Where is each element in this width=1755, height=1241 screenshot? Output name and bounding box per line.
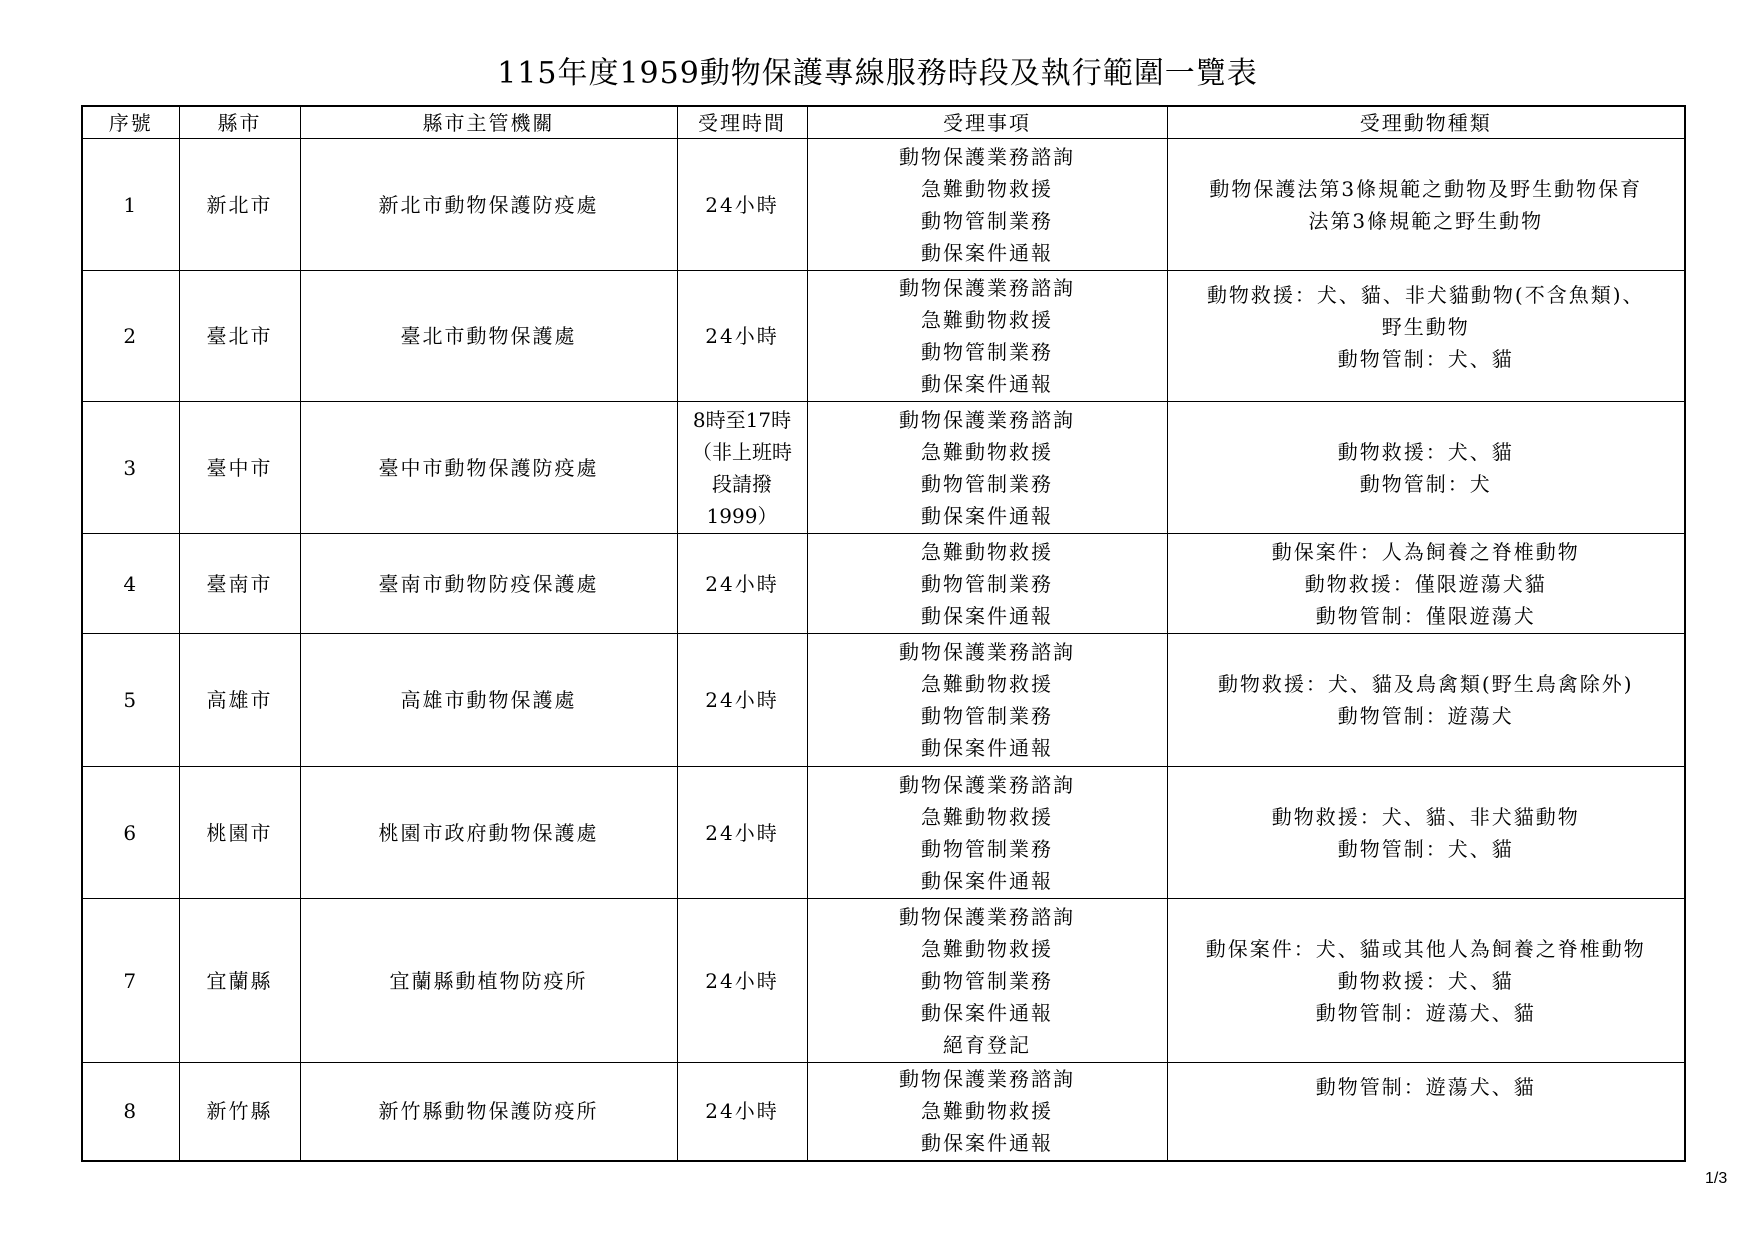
service-table	[81, 105, 1686, 1162]
cell-items-line: 動物保護業務諮詢	[899, 144, 1075, 169]
cell-items-line: 動保案件通報	[921, 1000, 1053, 1025]
cell-animals-line: 動物救援：犬、貓、非犬貓動物(不含魚類)、	[1206, 283, 1645, 307]
cell-items-line: 急難動物救援	[921, 672, 1053, 696]
cell-city: 新北市	[179, 139, 300, 271]
cell-items	[807, 634, 1167, 767]
table-row	[82, 534, 1685, 634]
cell-city: 臺南市	[179, 534, 300, 634]
cell-items-line: 動保案件通報	[921, 736, 1053, 760]
cell-items-line: 動保案件通報	[921, 603, 1053, 628]
cell-items-line: 動物保護業務諮詢	[899, 640, 1075, 664]
cell-hours-line: 24小時	[705, 324, 779, 348]
header-agency: 縣市主管機關	[300, 106, 677, 139]
cell-animals-line: 動保案件：犬、貓或其他人為飼養之脊椎動物	[1205, 936, 1646, 961]
cell-items-line: 動保案件通報	[921, 868, 1053, 893]
cell-city: 臺中市	[179, 402, 300, 534]
cell-hours	[677, 1063, 807, 1161]
cell-animals-line: 動物管制：遊蕩犬、貓	[1315, 1075, 1536, 1099]
cell-hours	[677, 899, 807, 1063]
cell-animals	[1167, 1063, 1685, 1161]
header-no: 序號	[82, 106, 179, 139]
cell-hours-line: （非上班時	[692, 439, 792, 464]
cell-animals-line: 動物救援：犬、貓	[1337, 968, 1514, 993]
cell-items-line: 動物管制業務	[921, 208, 1053, 233]
cell-hours	[677, 534, 807, 634]
page-title: 115年度1959動物保護專線服務時段及執行範圍一覽表	[497, 56, 1258, 91]
cell-hours-line: 段請撥	[712, 471, 772, 496]
cell-agency: 新竹縣動物保護防疫所	[300, 1063, 677, 1161]
cell-animals-line: 動物救援：犬、貓及鳥禽類(野生鳥禽除外)	[1217, 672, 1634, 696]
table-row	[82, 271, 1685, 402]
cell-hours	[677, 767, 807, 899]
cell-animals-line: 動物管制：遊蕩犬	[1337, 704, 1514, 728]
cell-items-line: 急難動物救援	[921, 308, 1053, 332]
cell-agency: 新北市動物保護防疫處	[300, 139, 677, 271]
table-row	[82, 402, 1685, 534]
cell-no: 8	[82, 1063, 179, 1161]
cell-no: 4	[82, 534, 179, 634]
cell-items-line: 動保案件通報	[921, 1131, 1053, 1156]
cell-items-line: 急難動物救援	[921, 539, 1053, 564]
cell-animals-line: 動物救援：僅限遊蕩犬貓	[1304, 571, 1547, 596]
cell-items-line: 急難動物救援	[921, 804, 1053, 829]
cell-animals-line: 動保案件：人為飼養之脊椎動物	[1271, 539, 1580, 564]
page-number: 1/3	[1705, 1170, 1728, 1187]
cell-items-line: 急難動物救援	[921, 1099, 1053, 1124]
cell-animals	[1167, 271, 1685, 402]
cell-items-line: 急難動物救援	[921, 176, 1053, 201]
cell-city: 新竹縣	[179, 1063, 300, 1161]
cell-items-line: 動保案件通報	[921, 372, 1053, 396]
cell-animals-line: 動物救援：犬、貓、非犬貓動物	[1271, 804, 1580, 829]
cell-no: 2	[82, 271, 179, 402]
cell-animals-line: 動物管制：犬、貓	[1337, 347, 1514, 371]
cell-items-line: 動物管制業務	[921, 471, 1053, 496]
cell-items-line: 動保案件通報	[921, 240, 1053, 265]
cell-items	[807, 767, 1167, 899]
cell-city: 宜蘭縣	[179, 899, 300, 1063]
cell-agency: 臺南市動物防疫保護處	[300, 534, 677, 634]
cell-animals-line: 動物管制：犬	[1359, 471, 1492, 496]
cell-city: 高雄市	[179, 634, 300, 767]
cell-agency: 宜蘭縣動植物防疫所	[300, 899, 677, 1063]
cell-items	[807, 534, 1167, 634]
header-city: 縣市	[179, 106, 300, 139]
cell-animals-line: 法第3條規範之野生動物	[1308, 208, 1544, 233]
cell-no: 7	[82, 899, 179, 1063]
cell-animals-line: 動物管制：僅限遊蕩犬	[1315, 603, 1536, 628]
table-row	[82, 1063, 1685, 1161]
cell-agency: 臺中市動物保護防疫處	[300, 402, 677, 534]
cell-items-line: 急難動物救援	[921, 936, 1053, 961]
cell-animals-line: 動物管制：犬、貓	[1337, 836, 1514, 861]
cell-hours	[677, 139, 807, 271]
cell-hours	[677, 634, 807, 767]
cell-items	[807, 139, 1167, 271]
cell-items-line: 動物管制業務	[921, 704, 1053, 728]
cell-hours	[677, 271, 807, 402]
cell-items-line: 動物保護業務諮詢	[899, 407, 1075, 432]
cell-items	[807, 402, 1167, 534]
cell-items-line: 動物保護業務諮詢	[899, 904, 1075, 929]
cell-no: 1	[82, 139, 179, 271]
cell-no: 3	[82, 402, 179, 534]
cell-animals	[1167, 767, 1685, 899]
cell-animals	[1167, 402, 1685, 534]
cell-animals	[1167, 139, 1685, 271]
cell-items-line: 動物保護業務諮詢	[899, 276, 1075, 300]
cell-animals-line: 動物管制：遊蕩犬、貓	[1315, 1000, 1536, 1025]
cell-items	[807, 1063, 1167, 1161]
cell-items	[807, 899, 1167, 1063]
cell-hours-line: 8時至17時	[692, 407, 792, 432]
cell-hours-line: 24小時	[705, 968, 779, 993]
cell-items-line: 急難動物救援	[921, 439, 1053, 464]
cell-animals-line: 動物保護法第3條規範之動物及野生動物保育	[1209, 176, 1643, 201]
header-hours: 受理時間	[677, 106, 807, 139]
cell-hours-line: 24小時	[705, 688, 779, 712]
cell-animals	[1167, 534, 1685, 634]
cell-items-line: 動保案件通報	[921, 503, 1053, 528]
header-animals: 受理動物種類	[1167, 106, 1685, 139]
cell-animals-line: 動物救援：犬、貓	[1337, 439, 1514, 464]
cell-hours-line: 1999）	[706, 503, 778, 528]
cell-animals	[1167, 899, 1685, 1063]
cell-items-line: 動物保護業務諮詢	[899, 772, 1075, 797]
cell-items-line: 絕育登記	[943, 1032, 1031, 1057]
cell-hours	[677, 402, 807, 534]
cell-animals	[1167, 634, 1685, 767]
cell-no: 6	[82, 767, 179, 899]
header-row	[82, 106, 1685, 139]
cell-agency: 桃園市政府動物保護處	[300, 767, 677, 899]
cell-hours-line: 24小時	[705, 571, 779, 596]
header-items: 受理事項	[807, 106, 1167, 139]
cell-items-line: 動物保護業務諮詢	[899, 1067, 1075, 1092]
table-row	[82, 634, 1685, 767]
cell-animals-line: 野生動物	[1381, 315, 1470, 339]
cell-hours-line: 24小時	[705, 820, 779, 845]
cell-items-line: 動物管制業務	[921, 836, 1053, 861]
cell-items-line: 動物管制業務	[921, 571, 1053, 596]
cell-items-line: 動物管制業務	[921, 968, 1053, 993]
cell-hours-line: 24小時	[705, 192, 779, 217]
cell-agency: 高雄市動物保護處	[300, 634, 677, 767]
table-row	[82, 767, 1685, 899]
table-row	[82, 139, 1685, 271]
cell-city: 臺北市	[179, 271, 300, 402]
cell-city: 桃園市	[179, 767, 300, 899]
cell-hours-line: 24小時	[705, 1099, 779, 1124]
cell-items	[807, 271, 1167, 402]
cell-items-line: 動物管制業務	[921, 340, 1053, 364]
table-row	[82, 899, 1685, 1063]
cell-agency: 臺北市動物保護處	[300, 271, 677, 402]
cell-no: 5	[82, 634, 179, 767]
